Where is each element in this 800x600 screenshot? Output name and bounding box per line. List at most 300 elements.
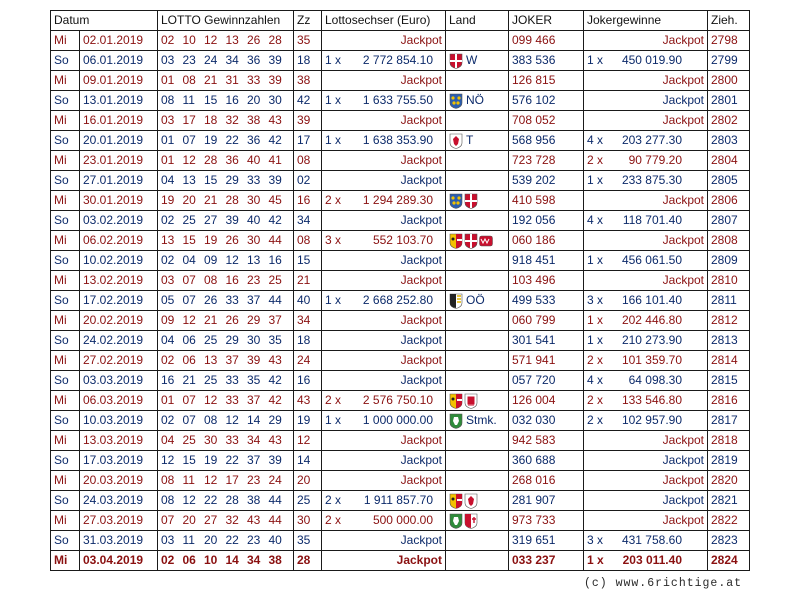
lotto-number: 12 <box>182 493 196 507</box>
lottosechser-cell <box>322 511 446 531</box>
land-cell <box>446 311 509 331</box>
sechser-jackpot: Jackpot <box>400 213 442 227</box>
lotto-number: 34 <box>225 53 239 67</box>
lotto-number: 25 <box>204 373 218 387</box>
draw-date: 16.01.2019 <box>80 111 158 131</box>
draw-date: 03.04.2019 <box>80 551 158 571</box>
table-row <box>51 91 750 111</box>
zusatzzahl: 28 <box>294 551 322 571</box>
ziehung-number: 2813 <box>708 331 750 351</box>
table-row <box>51 551 750 571</box>
ziehung-number: 2815 <box>708 371 750 391</box>
zusatzzahl: 43 <box>294 391 322 411</box>
joker-win-amount: 203 277.30 <box>621 133 682 147</box>
lotto-number: 10 <box>204 553 218 567</box>
lottosechser-cell <box>322 351 446 371</box>
weekday: So <box>51 131 80 151</box>
joker-number: 383 536 <box>509 51 584 71</box>
lotto-number: 06 <box>182 353 196 367</box>
lotto-number: 28 <box>225 493 239 507</box>
lotto-number: 24 <box>268 473 282 487</box>
lottosechser-cell <box>322 491 446 511</box>
land-abbrev: T <box>466 133 474 147</box>
lotto-number: 29 <box>247 313 261 327</box>
lotto-number: 30 <box>247 193 261 207</box>
lotto-numbers <box>158 111 294 131</box>
lottosechser-cell <box>322 91 446 111</box>
tirol-flag-icon <box>449 133 463 149</box>
lotto-number: 01 <box>161 133 175 147</box>
land-abbrev: NÖ <box>466 93 484 107</box>
sechser-jackpot: Jackpot <box>400 473 442 487</box>
sechser-amount: 2 576 750.10 <box>362 393 433 407</box>
lotto-number: 29 <box>225 333 239 347</box>
ziehung-number: 2809 <box>708 251 750 271</box>
joker-win-amount: 101 359.70 <box>621 353 682 367</box>
sechser-jackpot: Jackpot <box>400 153 442 167</box>
results-body <box>51 31 750 571</box>
ziehung-number: 2820 <box>708 471 750 491</box>
joker-win-amount: 203 011.40 <box>622 553 682 567</box>
zusatzzahl: 16 <box>294 191 322 211</box>
jokergewinne-cell <box>584 431 708 451</box>
lotto-numbers <box>158 551 294 571</box>
draw-date: 17.02.2019 <box>80 291 158 311</box>
draw-date: 13.01.2019 <box>80 91 158 111</box>
copyright-notice: (c) www.6richtige.at <box>584 577 743 590</box>
table-row <box>51 211 750 231</box>
lottosechser-cell <box>322 71 446 91</box>
land-abbrev: W <box>466 53 478 67</box>
lotto-number: 42 <box>268 373 282 387</box>
lotto-number: 13 <box>204 353 218 367</box>
land-cell <box>446 271 509 291</box>
joker-jackpot: Jackpot <box>662 493 704 507</box>
joker-win-count: 2 x <box>587 393 604 407</box>
joker-jackpot: Jackpot <box>662 273 704 287</box>
lotto-number: 09 <box>204 253 218 267</box>
lotto-number: 12 <box>182 153 196 167</box>
ziehung-number: 2821 <box>708 491 750 511</box>
weekday: So <box>51 171 80 191</box>
weekday: Mi <box>51 511 80 531</box>
jokergewinne-cell <box>584 51 708 71</box>
lotto-number: 02 <box>161 213 175 227</box>
land-cell <box>446 191 509 211</box>
draw-date: 06.03.2019 <box>80 391 158 411</box>
jokergewinne-cell <box>584 291 708 311</box>
lotto-number: 14 <box>225 553 239 567</box>
sechser-jackpot: Jackpot <box>400 453 442 467</box>
lotto-number: 21 <box>204 193 218 207</box>
joker-win-amount: 233 875.30 <box>621 173 682 187</box>
zusatzzahl: 19 <box>294 411 322 431</box>
jokergewinne-cell <box>584 311 708 331</box>
lotto-number: 36 <box>247 53 261 67</box>
lotto-number: 01 <box>161 153 175 167</box>
joker-win-amount: 166 101.40 <box>621 293 682 307</box>
joker-number: 571 941 <box>509 351 584 371</box>
sechser-jackpot: Jackpot <box>400 173 442 187</box>
jokergewinne-cell <box>584 191 708 211</box>
joker-win-amount: 431 758.60 <box>621 533 682 547</box>
land-cell <box>446 111 509 131</box>
joker-number: 060 186 <box>509 231 584 251</box>
joker-win-count: 3 x <box>587 533 604 547</box>
draw-date: 13.02.2019 <box>80 271 158 291</box>
lotto-number: 35 <box>247 373 261 387</box>
table-row <box>51 191 750 211</box>
draw-date: 10.03.2019 <box>80 411 158 431</box>
weekday: Mi <box>51 431 80 451</box>
lottosechser-cell <box>322 271 446 291</box>
weekday: Mi <box>51 111 80 131</box>
ziehung-number: 2805 <box>708 171 750 191</box>
lotto-numbers <box>158 271 294 291</box>
table-row <box>51 171 750 191</box>
zusatzzahl: 35 <box>294 531 322 551</box>
lotto-number: 22 <box>204 493 218 507</box>
table-row <box>51 491 750 511</box>
lotto-number: 31 <box>225 73 239 87</box>
lotto-number: 19 <box>161 193 175 207</box>
draw-date: 10.02.2019 <box>80 251 158 271</box>
jokergewinne-cell <box>584 251 708 271</box>
table-row <box>51 51 750 71</box>
lottosechser-cell <box>322 51 446 71</box>
table-row <box>51 231 750 251</box>
ooe-flag-icon <box>449 293 463 309</box>
table-row <box>51 531 750 551</box>
sechser-jackpot: Jackpot <box>400 113 442 127</box>
lotto-number: 42 <box>268 393 282 407</box>
table-row <box>51 511 750 531</box>
land-abbrev: Stmk. <box>466 413 497 427</box>
lotto-number: 05 <box>161 293 175 307</box>
table-row <box>51 311 750 331</box>
sechser-count: 1 x <box>325 53 342 67</box>
joker-win-amount: 64 098.30 <box>628 373 682 387</box>
lotto-number: 22 <box>225 133 239 147</box>
land-cell <box>446 231 509 251</box>
ziehung-number: 2800 <box>708 71 750 91</box>
zusatzzahl: 42 <box>294 91 322 111</box>
jokergewinne-cell <box>584 131 708 151</box>
lotto-numbers <box>158 371 294 391</box>
joker-win-amount: 450 019.90 <box>621 53 682 67</box>
lotto-number: 20 <box>182 193 196 207</box>
lotto-number: 33 <box>225 373 239 387</box>
lotto-number: 25 <box>204 333 218 347</box>
table-row <box>51 111 750 131</box>
lotto-number: 44 <box>268 493 282 507</box>
lotto-number: 44 <box>268 513 282 527</box>
header-ziehung: Zieh. <box>708 11 750 31</box>
weekday: So <box>51 491 80 511</box>
lotto-number: 12 <box>161 453 175 467</box>
jokergewinne-cell <box>584 451 708 471</box>
lotto-number: 36 <box>225 153 239 167</box>
weekday: So <box>51 291 80 311</box>
lotto-number: 20 <box>204 533 218 547</box>
land-cell <box>446 471 509 491</box>
ziehung-number: 2802 <box>708 111 750 131</box>
zusatzzahl: 12 <box>294 431 322 451</box>
joker-jackpot: Jackpot <box>662 233 704 247</box>
weekday: So <box>51 211 80 231</box>
weekday: Mi <box>51 231 80 251</box>
sechser-amount: 1 633 755.50 <box>362 93 433 107</box>
lotto-number: 20 <box>247 93 261 107</box>
lotto-number: 03 <box>161 53 175 67</box>
jokergewinne-cell <box>584 151 708 171</box>
land-cell <box>446 451 509 471</box>
lotto-number: 39 <box>268 73 282 87</box>
lotto-number: 43 <box>268 433 282 447</box>
draw-date: 24.03.2019 <box>80 491 158 511</box>
land-cell <box>446 551 509 571</box>
lotto-number: 19 <box>204 453 218 467</box>
joker-number: 568 956 <box>509 131 584 151</box>
lottosechser-cell <box>322 131 446 151</box>
lotto-number: 18 <box>204 113 218 127</box>
lotto-number: 39 <box>268 453 282 467</box>
land-cell <box>446 431 509 451</box>
lotto-number: 15 <box>182 233 196 247</box>
lotto-number: 33 <box>225 433 239 447</box>
zusatzzahl: 21 <box>294 271 322 291</box>
lotto-number: 02 <box>161 353 175 367</box>
lotto-numbers <box>158 451 294 471</box>
lotto-number: 27 <box>204 513 218 527</box>
lotto-number: 14 <box>247 413 261 427</box>
lotto-number: 22 <box>225 533 239 547</box>
draw-date: 30.01.2019 <box>80 191 158 211</box>
draw-date: 06.01.2019 <box>80 51 158 71</box>
joker-number: 033 237 <box>509 551 584 571</box>
zusatzzahl: 02 <box>294 171 322 191</box>
weekday: Mi <box>51 391 80 411</box>
lotto-number: 36 <box>247 133 261 147</box>
lotto-number: 23 <box>247 533 261 547</box>
jokergewinne-cell <box>584 551 708 571</box>
lottosechser-cell <box>322 371 446 391</box>
lotto-number: 41 <box>268 153 282 167</box>
jokergewinne-cell <box>584 371 708 391</box>
lotto-number: 44 <box>268 233 282 247</box>
lottosechser-cell <box>322 451 446 471</box>
jokergewinne-cell <box>584 391 708 411</box>
lotto-numbers <box>158 331 294 351</box>
land-cell <box>446 531 509 551</box>
lottosechser-cell <box>322 471 446 491</box>
draw-date: 27.01.2019 <box>80 171 158 191</box>
lottosechser-cell <box>322 431 446 451</box>
lotto-number: 12 <box>225 253 239 267</box>
joker-number: 918 451 <box>509 251 584 271</box>
lotto-number: 30 <box>247 333 261 347</box>
joker-number: 281 907 <box>509 491 584 511</box>
lottosechser-cell <box>322 151 446 171</box>
joker-jackpot: Jackpot <box>662 473 704 487</box>
table-row <box>51 291 750 311</box>
table-row <box>51 391 750 411</box>
joker-jackpot: Jackpot <box>662 433 704 447</box>
zusatzzahl: 24 <box>294 351 322 371</box>
lotto-number: 39 <box>247 353 261 367</box>
lotto-number: 12 <box>204 33 218 47</box>
joker-jackpot: Jackpot <box>662 453 704 467</box>
noe-flag-icon <box>449 93 463 109</box>
sechser-amount: 500 000.00 <box>372 513 433 527</box>
lotto-numbers <box>158 351 294 371</box>
jokergewinne-cell <box>584 411 708 431</box>
lotto-number: 39 <box>268 53 282 67</box>
vbg-flag-icon <box>464 393 478 409</box>
weekday: Mi <box>51 311 80 331</box>
jokergewinne-cell <box>584 491 708 511</box>
lotto-number: 07 <box>182 393 196 407</box>
lotto-number: 44 <box>268 293 282 307</box>
joker-number: 539 202 <box>509 171 584 191</box>
draw-date: 27.02.2019 <box>80 351 158 371</box>
sechser-jackpot: Jackpot <box>400 253 442 267</box>
lotto-number: 26 <box>225 313 239 327</box>
joker-win-count: 3 x <box>587 293 604 307</box>
zusatzzahl: 18 <box>294 51 322 71</box>
lotto-number: 10 <box>182 33 196 47</box>
joker-jackpot: Jackpot <box>662 73 704 87</box>
lotto-number: 08 <box>204 413 218 427</box>
sechser-jackpot: Jackpot <box>400 433 442 447</box>
lotto-number: 39 <box>268 173 282 187</box>
joker-win-count: 1 x <box>587 313 604 327</box>
header-lottosechser: Lottosechser (Euro) <box>322 11 446 31</box>
table-row <box>51 151 750 171</box>
lotto-numbers <box>158 511 294 531</box>
weekday: So <box>51 251 80 271</box>
ziehung-number: 2812 <box>708 311 750 331</box>
joker-number: 942 583 <box>509 431 584 451</box>
header-lotto-numbers: LOTTO Gewinnzahlen <box>158 11 294 31</box>
lotto-number: 13 <box>247 253 261 267</box>
sechser-amount: 552 103.70 <box>372 233 433 247</box>
land-cell <box>446 171 509 191</box>
sechser-amount: 2 668 252.80 <box>362 293 433 307</box>
joker-win-amount: 90 779.20 <box>628 153 682 167</box>
table-row <box>51 451 750 471</box>
lotto-numbers <box>158 491 294 511</box>
land-cell <box>446 51 509 71</box>
sechser-jackpot: Jackpot <box>396 553 442 567</box>
lotto-number: 26 <box>204 293 218 307</box>
joker-win-count: 1 x <box>587 333 604 347</box>
lotto-number: 23 <box>247 273 261 287</box>
lotto-number: 21 <box>204 73 218 87</box>
zusatzzahl: 20 <box>294 471 322 491</box>
jokergewinne-cell <box>584 111 708 131</box>
joker-win-count: 1 x <box>587 553 604 567</box>
draw-date: 17.03.2019 <box>80 451 158 471</box>
ktn-flag-icon <box>449 233 463 249</box>
land-cell <box>446 131 509 151</box>
land-cell <box>446 91 509 111</box>
lotto-number: 19 <box>204 233 218 247</box>
stmk-flag-icon <box>449 513 463 529</box>
zusatzzahl: 38 <box>294 71 322 91</box>
ziehung-number: 2824 <box>708 551 750 571</box>
lotto-number: 26 <box>247 33 261 47</box>
table-row <box>51 351 750 371</box>
lotto-number: 15 <box>204 93 218 107</box>
sechser-jackpot: Jackpot <box>400 533 442 547</box>
lotto-number: 16 <box>268 253 282 267</box>
weekday: Mi <box>51 271 80 291</box>
jokergewinne-cell <box>584 331 708 351</box>
lotto-number: 33 <box>247 73 261 87</box>
lotto-number: 43 <box>268 113 282 127</box>
sechser-count: 2 x <box>325 493 342 507</box>
lotto-number: 28 <box>204 153 218 167</box>
zusatzzahl: 08 <box>294 231 322 251</box>
lotto-number: 29 <box>225 173 239 187</box>
joker-number: 301 541 <box>509 331 584 351</box>
joker-win-amount: 118 701.40 <box>622 213 682 227</box>
jokergewinne-cell <box>584 231 708 251</box>
joker-number: 319 651 <box>509 531 584 551</box>
lotto-number: 30 <box>204 433 218 447</box>
lotto-number: 07 <box>182 133 196 147</box>
zusatzzahl: 34 <box>294 211 322 231</box>
lotto-number: 33 <box>225 393 239 407</box>
lotto-number: 23 <box>182 53 196 67</box>
win2day-logo-icon <box>479 233 493 249</box>
land-cell <box>446 291 509 311</box>
ktn-flag-icon <box>449 393 463 409</box>
table-row <box>51 371 750 391</box>
lotto-number: 16 <box>225 93 239 107</box>
sechser-amount: 1 000 000.00 <box>362 413 433 427</box>
jokergewinne-cell <box>584 511 708 531</box>
weekday: So <box>51 411 80 431</box>
lottosechser-cell <box>322 251 446 271</box>
joker-number: 723 728 <box>509 151 584 171</box>
lottosechser-cell <box>322 411 446 431</box>
lotto-number: 12 <box>182 313 196 327</box>
lotto-numbers <box>158 391 294 411</box>
header-datum: Datum <box>51 11 158 31</box>
table-row <box>51 331 750 351</box>
lotto-number: 04 <box>182 253 196 267</box>
lottosechser-cell <box>322 531 446 551</box>
joker-win-count: 1 x <box>587 53 604 67</box>
joker-number: 057 720 <box>509 371 584 391</box>
lotto-number: 25 <box>268 273 282 287</box>
weekday: So <box>51 91 80 111</box>
lotto-number: 06 <box>182 553 196 567</box>
draw-date: 03.03.2019 <box>80 371 158 391</box>
lotto-numbers <box>158 231 294 251</box>
draw-date: 24.02.2019 <box>80 331 158 351</box>
ziehung-number: 2817 <box>708 411 750 431</box>
lotto-number: 17 <box>225 473 239 487</box>
zusatzzahl: 30 <box>294 511 322 531</box>
zusatzzahl: 15 <box>294 251 322 271</box>
lotto-number: 35 <box>268 333 282 347</box>
ziehung-number: 2807 <box>708 211 750 231</box>
zusatzzahl: 34 <box>294 311 322 331</box>
lotto-number: 08 <box>182 73 196 87</box>
